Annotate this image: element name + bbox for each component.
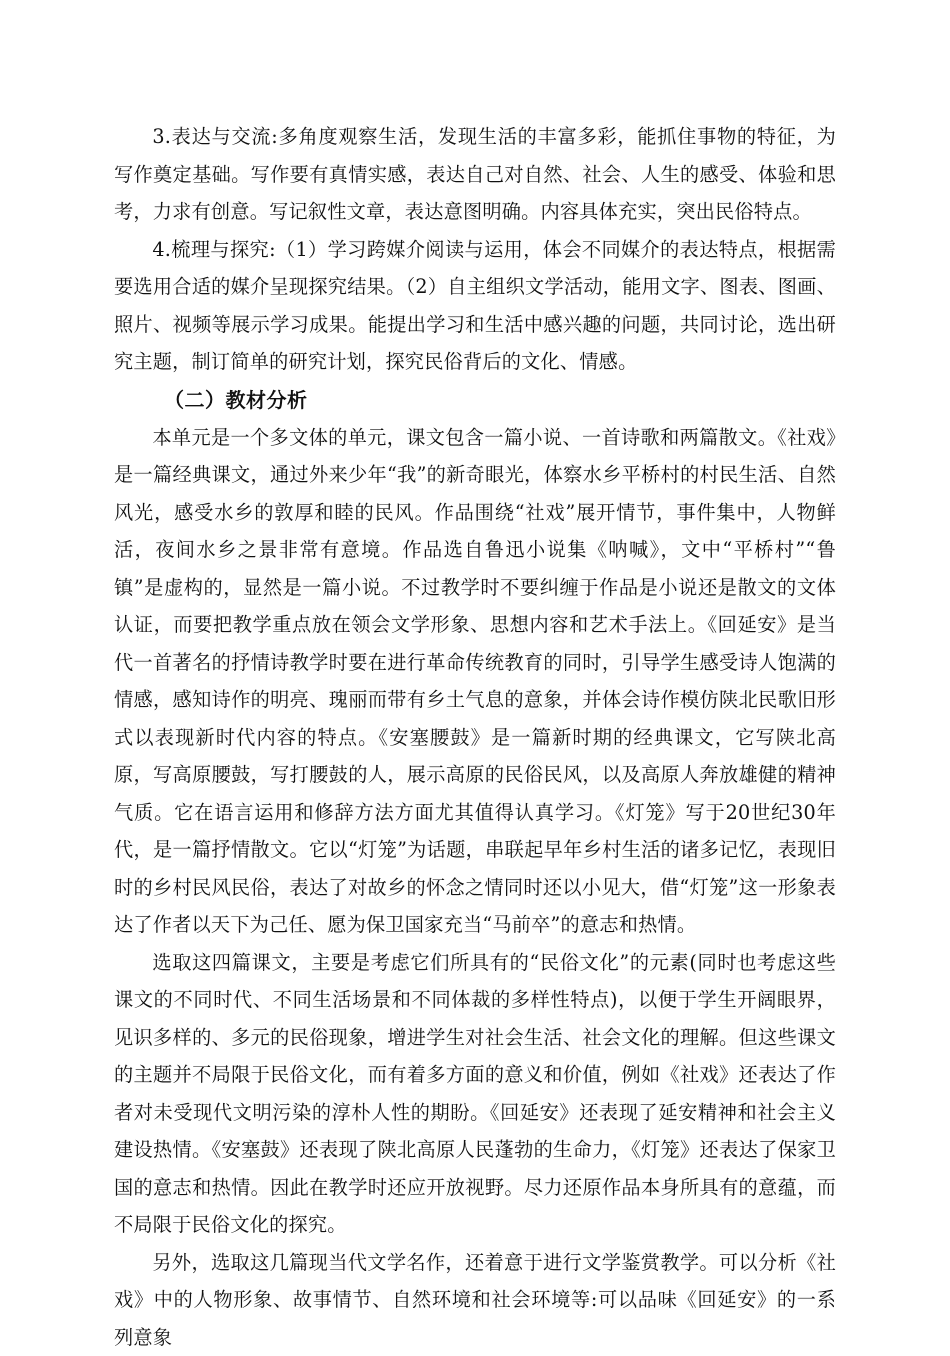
para-unit-overview: 本单元是一个多文体的单元，课文包含一篇小说、一首诗歌和两篇散文。《社戏》是一篇经典课文，通过外来少年“我”的新奇眼光，体察水乡平桥村的村民生活、自然风光，感受水乡的敦厚和睦的民风。作品围绕“社戏”展开情节，事件集中，人物鲜活，夜间水乡之景非常有意境。作品选自鲁迅小说集《呐喊》，文中“平桥村”“鲁镇”是虚构的，显然是一篇小说。不过教学时不要纠缠于作品是小说还是散文的文体认证，而要把教学重点放在领会文学形象、思想内容和艺术手法上。《回延安》是当代一首著名的抒情诗教学时要在进行革命传统教育的同时，引导学生感受诗人饱满的情感，感知诗作的明亮、瑰丽而带有乡土气息的意象，并体会诗作模仿陕北民歌旧形式以表现新时代内容的特点。《安塞腰鼓》是一篇新时期的经典课文，它写陕北高原，写高原腰鼓，写打腰鼓的人，展示高原的民俗民风，以及高原人奔放雄健的精神气质。它在语言运用和修辞方法方面尤其值得认真学习。《灯笼》写于20世纪30年代，是一篇抒情散文。它以“灯笼”为话题，串联起早年乡村生活的诸多记忆，表现旧时的乡村民风民俗，表达了对故乡的怀念之情同时还以小见大，借“灯笼”这一形象表达了作者以天下为己任、愿为保卫国家充当“马前卒”的意志和热情。 (114, 419, 836, 944)
para-selection-reason: 选取这四篇课文，主要是考虑它们所具有的“民俗文化”的元素(同时也考虑这些课文的不同时代、不同生活场景和不同体裁的多样性特点)，以便于学生开阔眼界，见识多样的、多元的民俗现象，增进学生对社会生活、社会文化的理解。但这些课文的主题并不局限于民俗文化，而有着多方面的意义和价值，例如《社戏》还表达了作者对未受现代文明污染的淳朴人性的期盼。《回延安》还表现了延安精神和社会主义建设热情。《安塞鼓》还表现了陕北高原人民蓬勃的生命力，《灯笼》还表达了保家卫国的意志和热情。因此在教学时还应开放视野。尽力还原作品本身所具有的意蕴，而不局限于民俗文化的探究。 (114, 944, 836, 1244)
document-page (114, 118, 836, 1356)
para-literary-appreciation: 另外，选取这几篇现当代文学名作，还着意于进行文学鉴赏教学。可以分析《社戏》中的人物形象、故事情节、自然环境和社会环境等:可以品味《回延安》的一系列意象 (114, 1244, 836, 1356)
para-expression-communication: 3.表达与交流:多角度观察生活，发现生活的丰富多彩，能抓住事物的特征，为写作奠定基础。写作要有真情实感，表达自己对自然、社会、人生的感受、体验和思考，力求有创意。写记叙性文章，表达意图明确。内容具体充实，突出民俗特点。 (114, 118, 836, 231)
section-heading-textbook-analysis: （二）教材分析 (114, 381, 836, 419)
para-sorting-exploration: 4.梳理与探究:（1）学习跨媒介阅读与运用，体会不同媒介的表达特点，根据需要选用合适的媒介呈现探究结果。（2）自主组织文学活动，能用文字、图表、图画、照片、视频等展示学习成果。能提出学习和生活中感兴趣的问题，共同讨论，选出研究主题，制订简单的研究计划，探究民俗背后的文化、情感。 (114, 231, 836, 381)
